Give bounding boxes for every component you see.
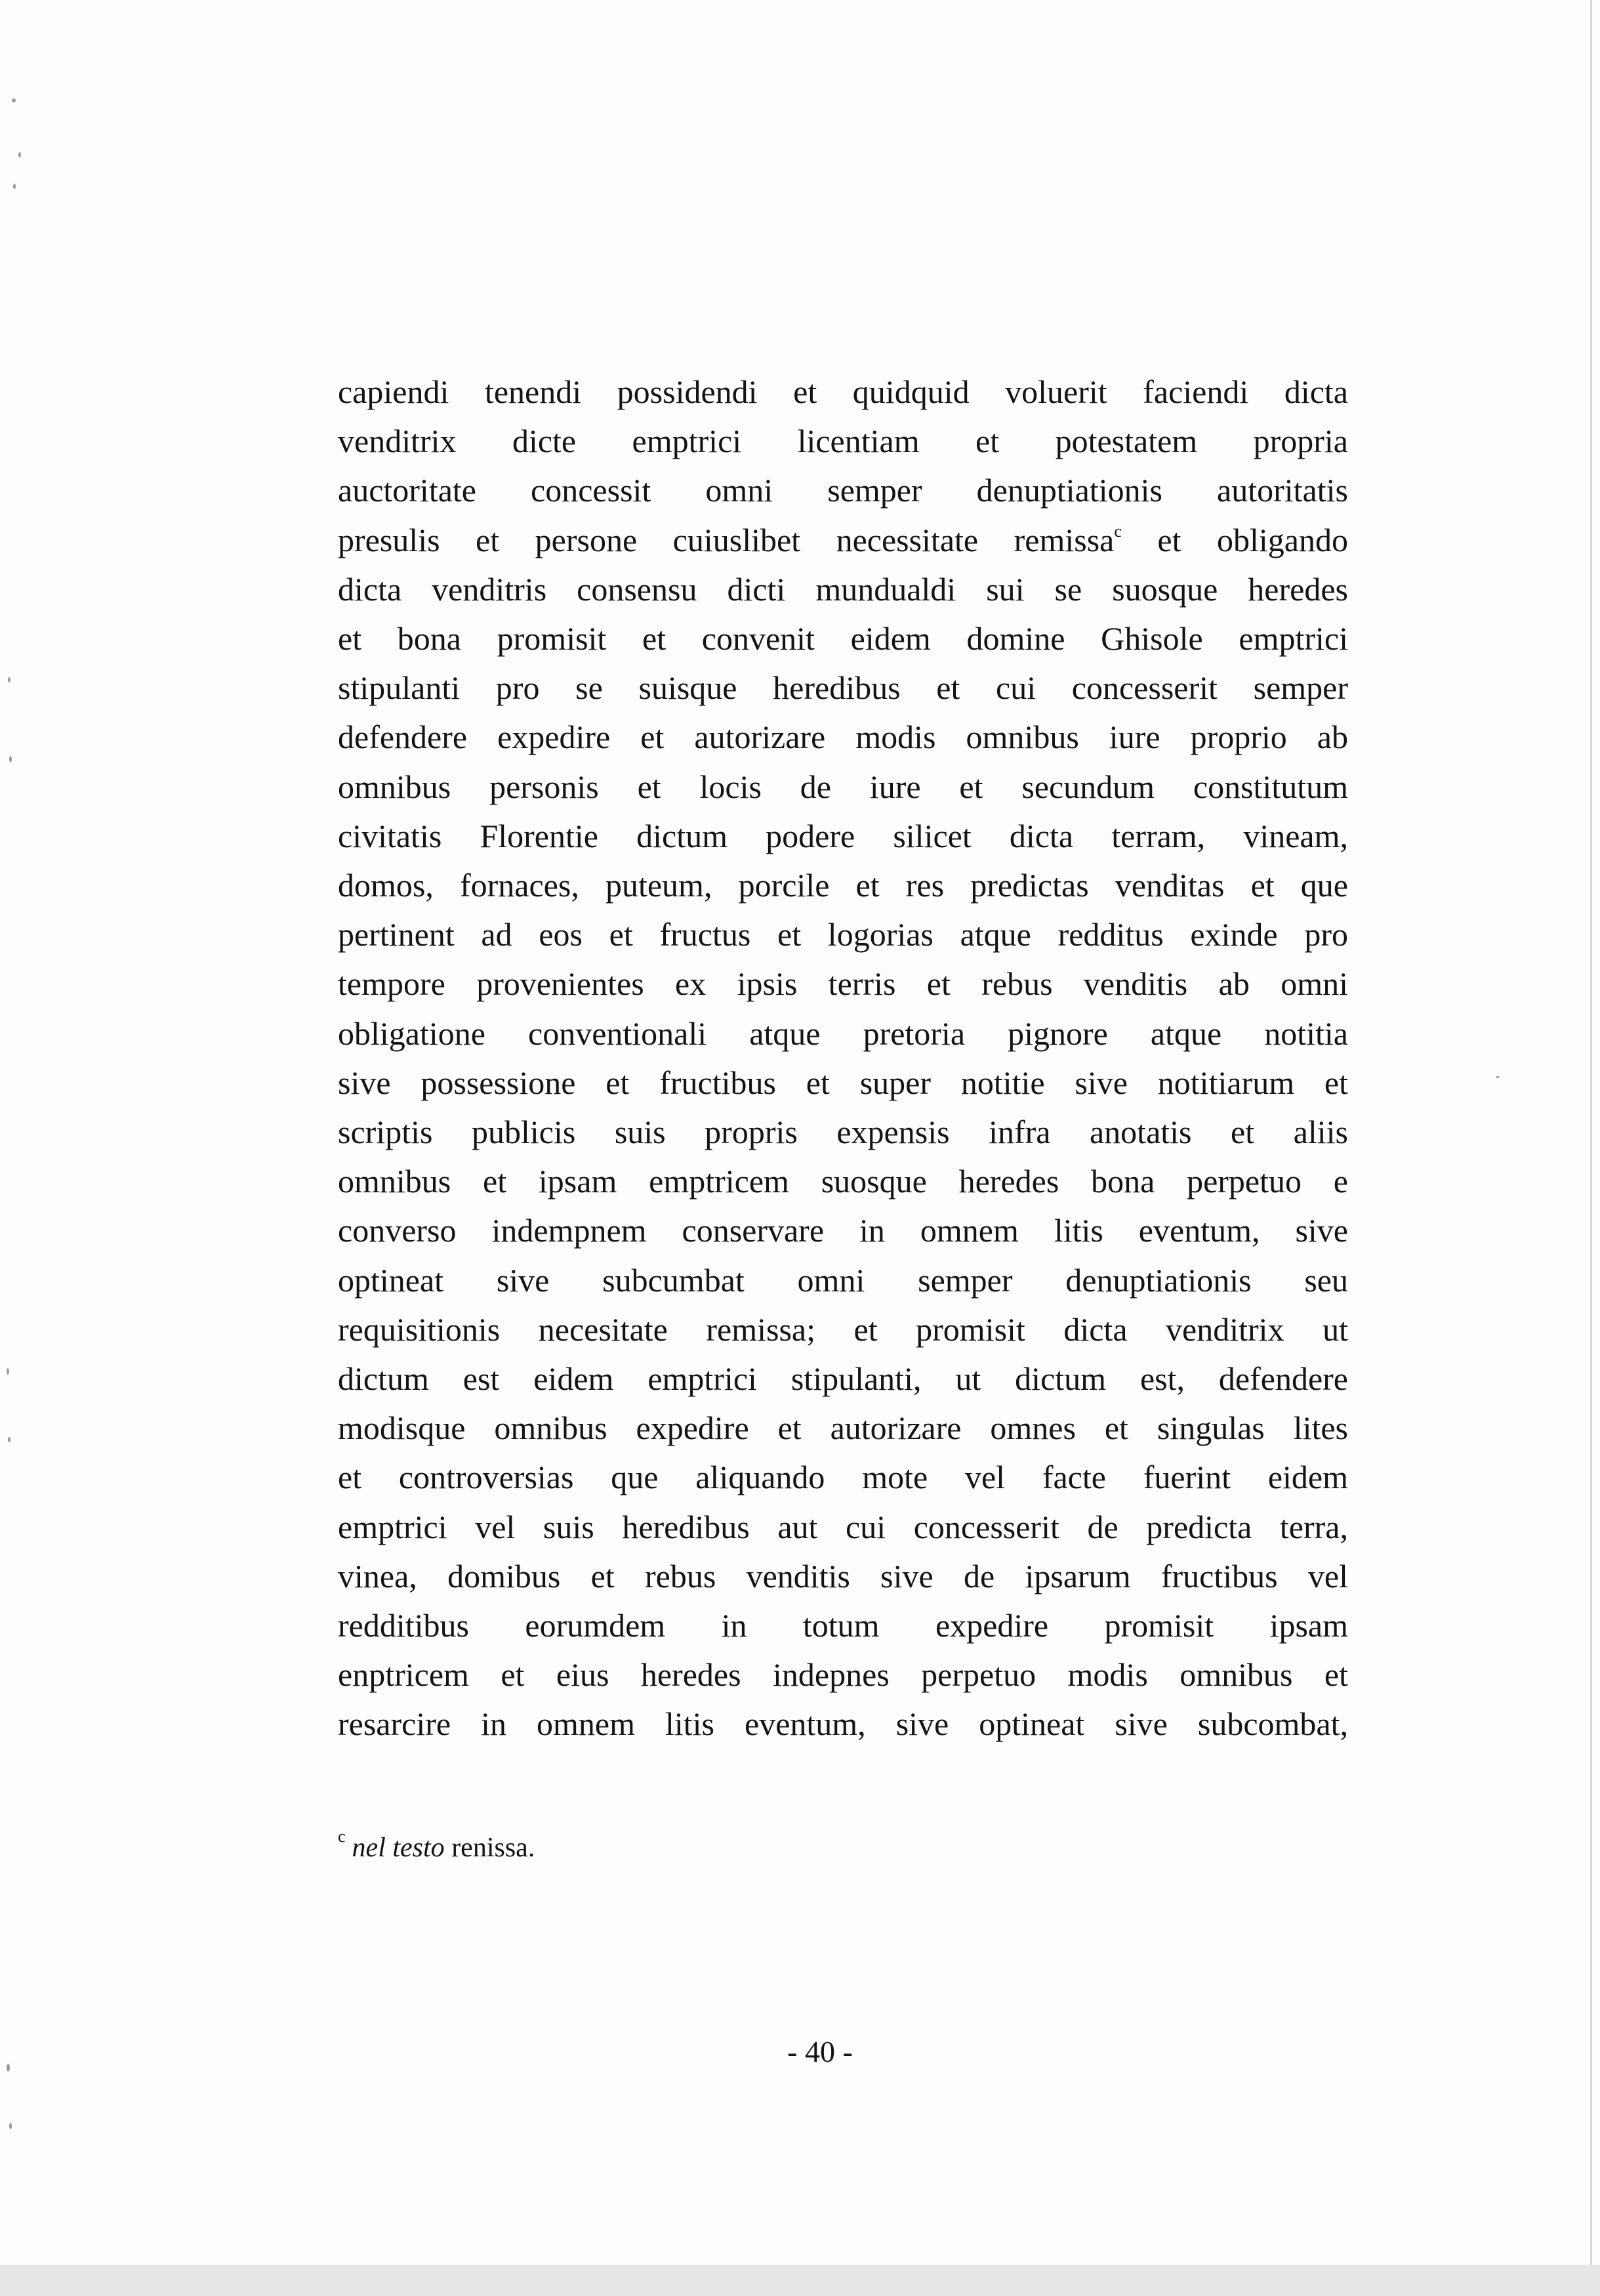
scan-speck (9, 756, 12, 762)
text-line: omnibus et ipsam emptricem suosque heredes bona perpetuo e (338, 1163, 1348, 1200)
text-line: resarcire in omnem litis eventum, sive optineat sive subcombat, (338, 1705, 1348, 1743)
footnote-marker: c (338, 1827, 346, 1846)
text-segment: presulis et persone cuiuslibet necessitate remissa (338, 521, 1115, 558)
body-paragraph (338, 367, 1348, 1749)
text-line: tempore provenientes ex ipsis terris et rebus venditis ab omni (338, 965, 1348, 1003)
scan-speck (8, 677, 10, 682)
footnote (338, 1827, 535, 1864)
footnote-text: renissa. (444, 1833, 535, 1863)
text-line: defendere expedire et autorizare modis omnibus iure proprio ab (338, 719, 1348, 756)
text-line: requisitionis necesitate remissa; et promisit dicta venditrix ut (338, 1310, 1348, 1348)
text-line: auctoritate concessit omni semper denuptiationis autoritatis (338, 472, 1348, 509)
text-segment: et obligando (1121, 521, 1348, 558)
footnote-italic: nel testo (352, 1833, 445, 1863)
text-line: dicta venditris consensu dicti mundualdi sui se suosque heredes (338, 570, 1348, 608)
scan-speck (7, 2064, 10, 2072)
text-line: dictum est eidem emptrici stipulanti, ut dictum est, defendere (338, 1360, 1348, 1398)
text-line: venditrix dicte emptrici licentiam et potestatem propria (338, 423, 1348, 460)
text-line: obligatione conventionali atque pretoria pignore atque notitia (338, 1014, 1348, 1052)
text-line: pertinent ad eos et fructus et logorias atque redditus exinde pro (338, 916, 1348, 953)
scan-speck (13, 184, 16, 189)
text-line: redditibus eorumdem in totum expedire promisit ipsam (338, 1607, 1348, 1644)
scan-speck (7, 1368, 9, 1375)
footnote-reference: c (1114, 521, 1122, 541)
text-line: domos, fornaces, puteum, porcile et res predictas venditas et que (338, 867, 1348, 904)
text-line: scriptis publicis suis propris expensis infra anotatis et aliis (338, 1114, 1348, 1151)
text-line: et controversias que aliquando mote vel facte fuerint eidem (338, 1459, 1348, 1496)
scan-speck (1496, 1076, 1500, 1078)
text-line: enptricem et eius heredes indepnes perpetuo modis omnibus et (338, 1656, 1348, 1694)
text-line: sive possessione et fructibus et super notitie sive notitiarum et (338, 1064, 1348, 1101)
text-line: optineat sive subcumbat omni semper denuptiationis seu (338, 1261, 1348, 1299)
page-edge (1590, 0, 1592, 2296)
text-line: stipulanti pro se suisque heredibus et cui concesserit semper (338, 669, 1348, 707)
scan-speck (18, 152, 21, 157)
text-line: capiendi tenendi possidendi et quidquid voluerit faciendi dicta (338, 373, 1348, 410)
text-line: omnibus personis et locis de iure et secundum constitutum (338, 768, 1348, 805)
scan-margin (0, 2265, 1600, 2296)
page-number: - 40 - (787, 2035, 853, 2068)
text-line: converso indempnem conservare in omnem litis eventum, sive (338, 1212, 1348, 1249)
scan-speck (9, 2123, 12, 2129)
text-line: civitatis Florentie dictum podere silicet dicta terram, vineam, (338, 817, 1348, 854)
text-line: emptrici vel suis heredibus aut cui concesserit de predicta terra, (338, 1508, 1348, 1545)
text-line: modisque omnibus expedire et autorizare omnes et singulas lites (338, 1409, 1348, 1447)
scan-speck (12, 98, 16, 102)
text-line: et bona promisit et convenit eidem domine Ghisole emptrici (338, 620, 1348, 657)
scan-speck (8, 1437, 10, 1442)
text-line (338, 516, 1348, 565)
text-line: vinea, domibus et rebus venditis sive de ipsarum fructibus vel (338, 1557, 1348, 1595)
